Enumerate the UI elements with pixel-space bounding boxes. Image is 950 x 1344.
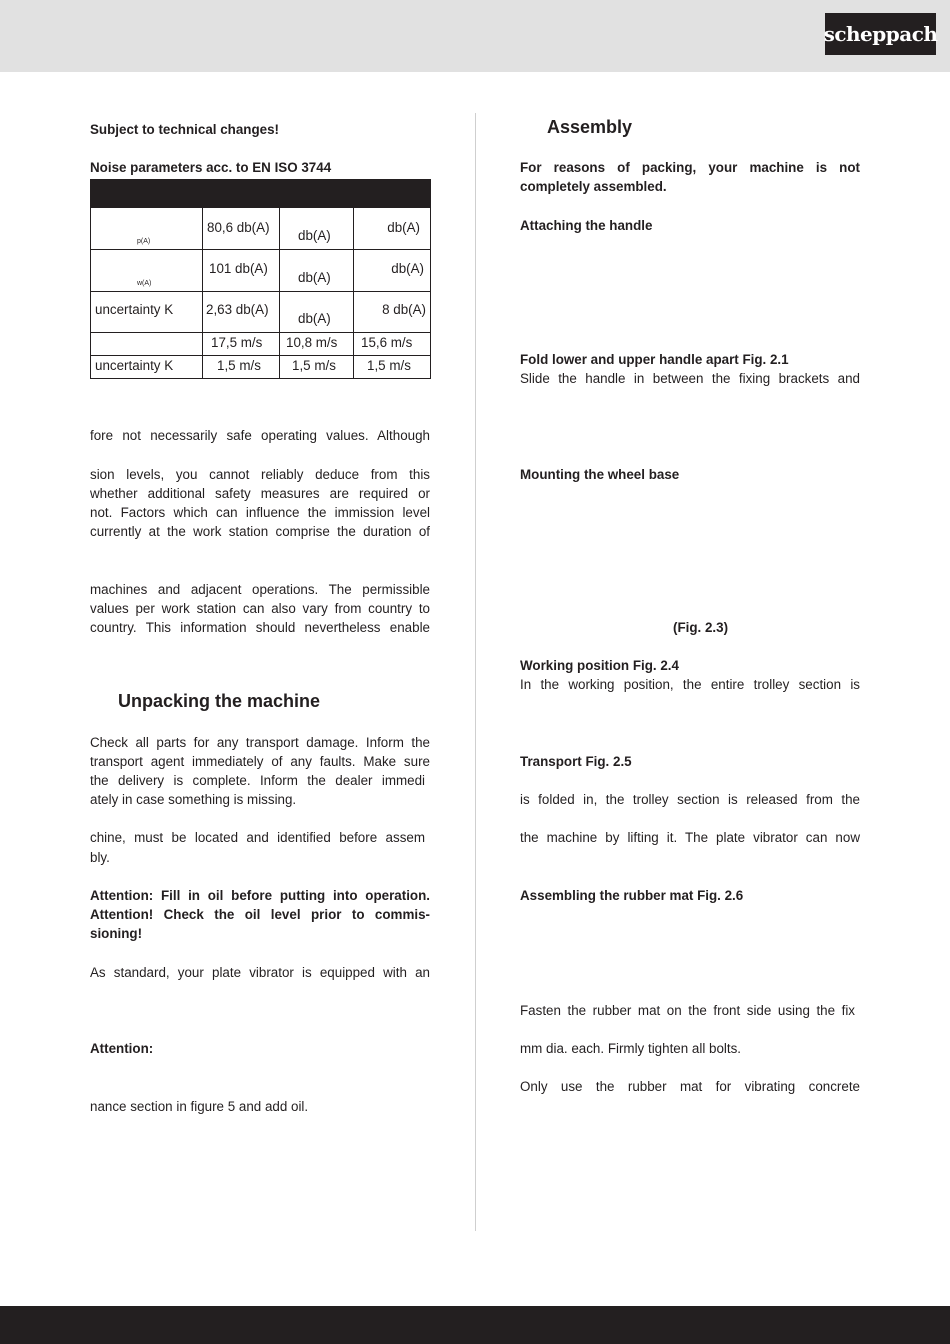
paragraph-line: is folded in, the trolley section is released from the [520, 792, 860, 807]
scheppach-logo: scheppach [825, 13, 936, 55]
paragraph-line: whether additional safety measures are required or [90, 486, 430, 501]
assembly-heading: Assembly [547, 117, 633, 137]
paragraph-line: chine, must be located and identified before assem [90, 830, 425, 845]
figure-reference: (Fig. 2.3) [673, 620, 729, 635]
table-header-row [91, 180, 431, 208]
footer-bar [0, 1306, 950, 1344]
table-row: 17,5 m/s 10,8 m/s 15,6 m/s [91, 333, 431, 356]
paragraph-line: not. Factors which can influence the immission level [90, 505, 430, 520]
paragraph-line: values per work station can also vary from country to [90, 601, 430, 616]
paragraph-line: ately in case something is missing. [90, 792, 297, 807]
table-row: w(A) 101 db(A) db(A) db(A) [91, 250, 431, 292]
attention-label: Attention: [90, 1041, 154, 1056]
unpacking-heading: Unpacking the machine [118, 691, 321, 711]
paragraph-line: country. This information should nevertheless enable [90, 620, 430, 635]
paragraph-line: nance section in figure 5 and add oil. [90, 1099, 309, 1114]
subheading: Working position Fig. 2.4 [520, 658, 679, 673]
subheading: Transport Fig. 2.5 [520, 754, 632, 769]
paragraph-line: fore not necessarily safe operating values. Although [90, 428, 430, 443]
paragraph-line: currently at the work station comprise the duration of [90, 524, 430, 539]
attention-oil-line: sioning! [90, 926, 143, 941]
subheading: Assembling the rubber mat Fig. 2.6 [520, 888, 744, 903]
paragraph-line: Only use the rubber mat for vibrating concrete [520, 1079, 860, 1094]
table-row: uncertainty K 1,5 m/s 1,5 m/s 1,5 m/s [91, 356, 431, 379]
noise-table [90, 179, 431, 379]
paragraph-line: Fasten the rubber mat on the front side using the fix [520, 1003, 855, 1018]
paragraph-line: Check all parts for any transport damage. Inform the [90, 735, 430, 750]
paragraph-line: mm dia. each. Firmly tighten all bolts. [520, 1041, 742, 1056]
paragraph-line: completely assembled. [520, 179, 667, 194]
paragraph-line: sion levels, you cannot reliably deduce from this [90, 467, 430, 482]
header-bar [0, 0, 950, 72]
noise-title: Noise parameters acc. to EN ISO 3744 [90, 160, 332, 175]
paragraph-line: machines and adjacent operations. The permissible [90, 582, 430, 597]
paragraph-line: bly. [90, 850, 110, 865]
paragraph-line: As standard, your plate vibrator is equipped with an [90, 965, 430, 980]
attention-oil-line: Attention! Check the oil level prior to commis- [90, 907, 430, 922]
table-row: p(A) 80,6 db(A) db(A) db(A) [91, 208, 431, 250]
subheading: Mounting the wheel base [520, 467, 680, 482]
paragraph-line: Slide the handle in between the fixing brackets and [520, 371, 860, 386]
paragraph-line: transport agent immediately of any faults. Make sure [90, 754, 430, 769]
subject-note: Subject to technical changes! [90, 122, 279, 137]
table-row: uncertainty K 2,63 db(A) db(A) 8 db(A) [91, 292, 431, 333]
paragraph-line: the machine by lifting it. The plate vibrator can now [520, 830, 860, 845]
paragraph-line: In the working position, the entire trolley section is [520, 677, 860, 692]
paragraph-line: For reasons of packing, your machine is not [520, 160, 860, 175]
column-divider [475, 113, 476, 1231]
attention-oil-line: Attention: Fill in oil before putting into operation. [90, 888, 430, 903]
subheading: Fold lower and upper handle apart Fig. 2.1 [520, 352, 789, 367]
subheading: Attaching the handle [520, 218, 653, 233]
paragraph-line: the delivery is complete. Inform the dealer immedi [90, 773, 425, 788]
